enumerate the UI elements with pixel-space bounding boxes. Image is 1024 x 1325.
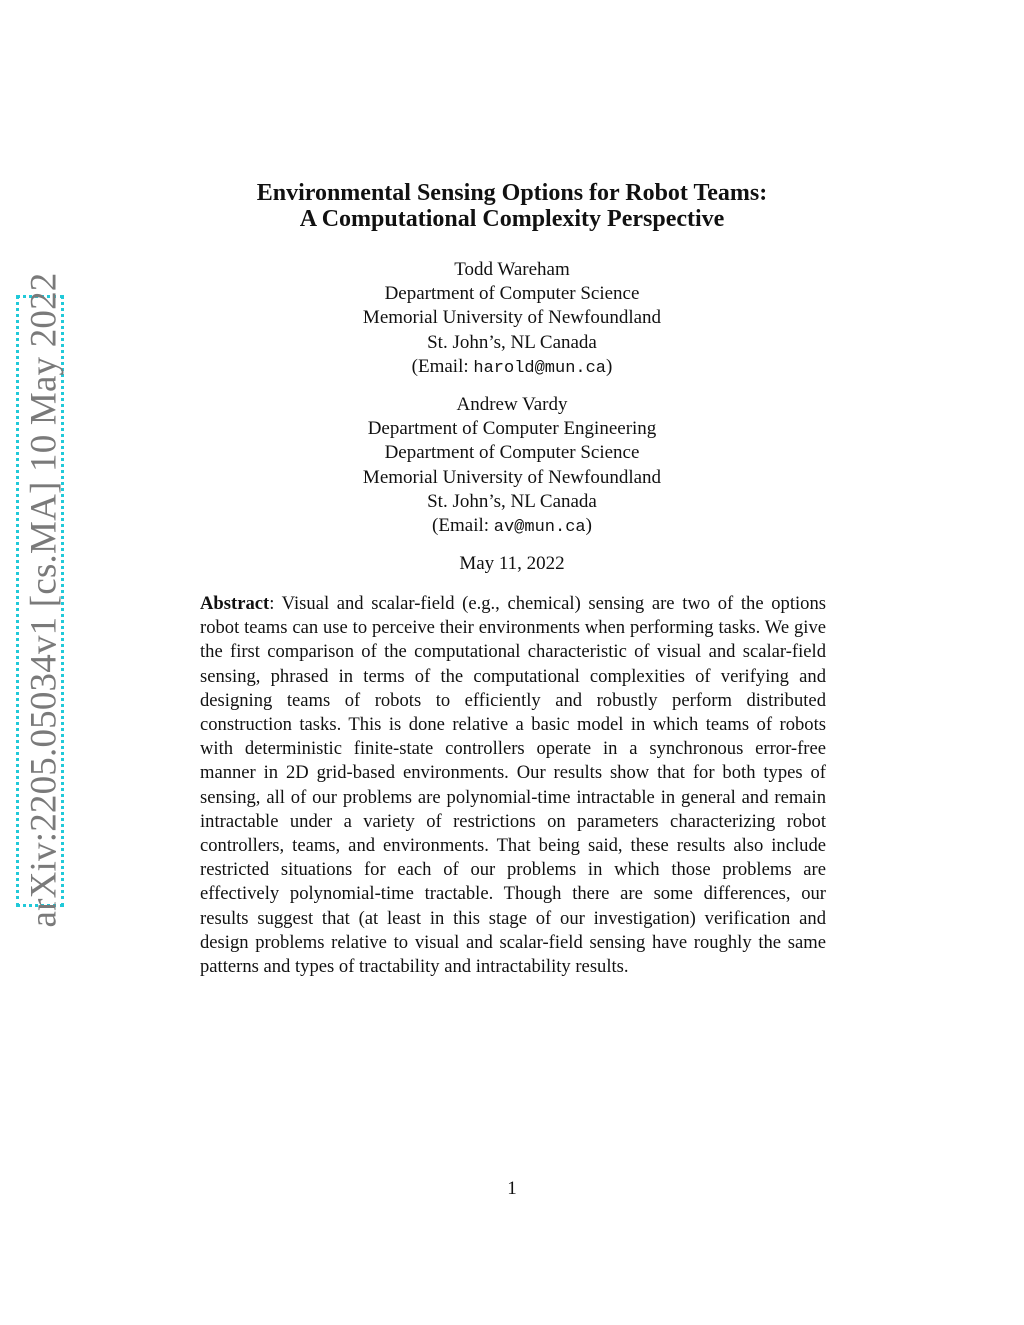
abstract (200, 592, 826, 979)
author-email-line: (Email: harold@mun.ca) (411, 355, 613, 378)
author-name: Andrew Vardy (456, 394, 568, 416)
author-email[interactable]: harold@mun.ca (473, 358, 607, 378)
paper-title (0, 180, 1024, 232)
author-affiliation: Memorial University of Newfoundland (362, 466, 662, 488)
author-affiliation: Memorial University of Newfoundland (362, 307, 662, 329)
author-block-2 (0, 393, 1024, 540)
author-email-line: (Email: av@mun.ca) (432, 515, 592, 538)
page-number: 1 (507, 1178, 517, 1199)
abstract-text: : Visual and scalar-field (e.g., chemical) sensing are two of the options robot teams can use to perceive their environments when performing tasks. We give the first comparison of the computational characteristic of visual and scalar-field sensing, phrased in terms of the computational complexities of verifying and designing teams of robots to efficiently and robustly perform distributed construction tasks. This is done relative a basic model in which teams of robots with deterministic finite-state controllers operate in a synchronous error-free manner in 2D grid-based environments. Our results show that for both types of sensing, all of our problems are polynomial-time intractable in general and remain intractable under a variety of restrictions on parameters characterizing robot controllers, teams, and environments. That being said, these results also include restricted situations for each of our problems in which those problems are effectively polynomial-time tractable. Though there are some differences, our results suggest that (at least in this stage of our investigation) verification and design problems relative to visual and scalar-field sensing have roughly the same patterns and types of tractability and intractability results. (200, 593, 826, 978)
title-line-2: A Computational Complexity Perspective (299, 206, 725, 232)
author-block-1 (0, 258, 1024, 381)
author-affiliation: Department of Computer Science (384, 283, 640, 305)
author-name: Todd Wareham (454, 259, 570, 280)
arxiv-identifier[interactable]: arXiv:2205.05034v1 [cs.MA] 10 May 2022 (23, 272, 65, 928)
author-affiliation: Department of Computer Science (384, 442, 640, 464)
title-line-1: Environmental Sensing Options for Robot Teams: (256, 180, 768, 206)
author-list (0, 258, 1024, 576)
author-email[interactable]: av@mun.ca (493, 518, 586, 538)
abstract-label: Abstract (200, 593, 270, 614)
author-affiliation: Department of Computer Engineering (367, 418, 657, 440)
author-affiliation: St. John’s, NL Canada (427, 331, 597, 353)
author-affiliation: St. John’s, NL Canada (427, 490, 597, 512)
publication-date: May 11, 2022 (459, 553, 565, 575)
